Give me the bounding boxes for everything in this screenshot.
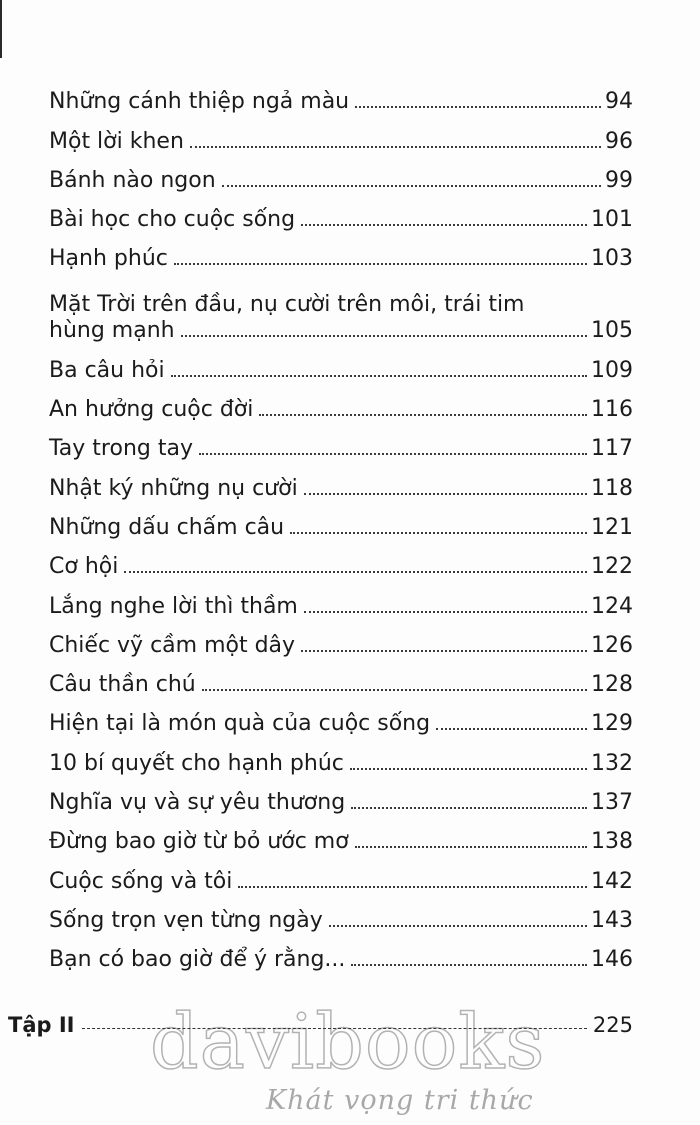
toc-entry-title: Sống trọn vẹn từng ngày <box>49 907 323 933</box>
toc-entry[interactable] <box>49 348 633 387</box>
toc-entry[interactable] <box>49 466 633 505</box>
toc-entry[interactable] <box>49 741 633 780</box>
toc-entry-page: 146 <box>591 947 633 973</box>
toc-entry-title: Hạnh phúc <box>49 246 168 272</box>
toc-entry-title-line-1: Mặt Trời trên đầu, nụ cười trên môi, trái tim <box>49 292 525 318</box>
dot-leader <box>351 807 587 809</box>
toc-entry-title: An hưởng cuộc đời <box>49 397 254 423</box>
toc-entry-title: Những dấu chấm câu <box>49 514 285 540</box>
dot-leader <box>181 335 587 337</box>
toc-entry-page: 117 <box>591 436 633 462</box>
toc-entry[interactable] <box>49 899 633 938</box>
toc-entry-title: Cuộc sống và tôi <box>49 868 233 894</box>
toc-entry[interactable] <box>49 584 633 623</box>
dot-leader <box>355 846 587 848</box>
dot-leader <box>290 532 587 534</box>
toc-entry-page: 101 <box>591 207 633 233</box>
toc-entry-page: 142 <box>591 868 633 894</box>
toc-entry-title: Cơ hội <box>49 554 119 580</box>
toc-entry[interactable] <box>49 702 633 741</box>
dot-leader <box>171 375 587 377</box>
dot-leader <box>355 106 601 108</box>
toc-entry-title: Nghĩa vụ và sự yêu thương <box>49 790 346 816</box>
toc-entry-page: 118 <box>591 475 633 501</box>
toc-entry[interactable] <box>49 276 633 348</box>
toc-entry[interactable] <box>49 427 633 466</box>
dot-leader <box>124 571 587 573</box>
toc-entry-title: Nhật ký những nụ cười <box>49 475 298 501</box>
toc-entry-page: 138 <box>591 829 633 855</box>
toc-entry-title: Chiếc vỹ cầm một dây <box>49 632 296 658</box>
toc-entry[interactable] <box>49 198 633 237</box>
toc-entry[interactable] <box>49 388 633 427</box>
dot-leader <box>190 146 601 148</box>
dot-leader <box>329 925 587 927</box>
toc-entry-title: Câu thần chú <box>49 672 196 698</box>
dot-leader <box>301 650 587 652</box>
dot-leader <box>202 689 587 691</box>
toc-entry-page: 99 <box>605 167 633 193</box>
toc-entry-title-line-2-wrap <box>49 318 633 344</box>
toc-entry-page: 137 <box>591 790 633 816</box>
toc-entry[interactable] <box>49 624 633 663</box>
dot-leader <box>304 611 587 613</box>
toc-entry-page: 122 <box>591 554 633 580</box>
toc-entry-page: 94 <box>605 89 633 115</box>
toc-entry-page: 143 <box>591 907 633 933</box>
toc-entry-title: Đừng bao giờ từ bỏ ước mơ <box>49 829 349 855</box>
toc-entry[interactable] <box>49 859 633 898</box>
toc-entry[interactable] <box>49 663 633 702</box>
toc-entry-page: 121 <box>591 514 633 540</box>
watermark-logo: davibooks <box>150 997 546 1086</box>
toc-entry-page: 126 <box>591 632 633 658</box>
page-edge-line <box>0 0 2 58</box>
dot-leader <box>199 453 587 455</box>
dot-leader <box>350 768 587 770</box>
dash-leader <box>82 1028 586 1029</box>
toc-entry-title <box>49 292 633 344</box>
toc-entry-title: Ba câu hỏi <box>49 357 165 383</box>
toc-entry-title: Những cánh thiệp ngả màu <box>49 89 350 115</box>
toc-entry-page: 129 <box>591 711 633 737</box>
toc-entry[interactable] <box>49 237 633 276</box>
dot-leader <box>351 964 587 966</box>
dot-leader <box>174 263 587 265</box>
toc-entry-page: 103 <box>591 246 633 272</box>
toc-entry-page: 116 <box>591 397 633 423</box>
dot-leader <box>259 414 587 416</box>
toc-entry-title: Tay trong tay <box>49 436 193 462</box>
toc-entry-title: 10 bí quyết cho hạnh phúc <box>49 750 344 776</box>
table-of-contents <box>49 80 633 977</box>
toc-entry-page: 132 <box>591 750 633 776</box>
toc-entry[interactable] <box>49 506 633 545</box>
volume-label: Tập II <box>8 1013 75 1037</box>
toc-entry[interactable] <box>49 938 633 977</box>
toc-entry-page: 128 <box>591 672 633 698</box>
dot-leader <box>222 185 601 187</box>
toc-entry[interactable] <box>49 781 633 820</box>
dot-leader <box>436 728 587 730</box>
toc-entry[interactable] <box>49 119 633 158</box>
toc-entry[interactable] <box>49 820 633 859</box>
dot-leader <box>301 224 587 226</box>
toc-entry-title: Bài học cho cuộc sống <box>49 207 296 233</box>
toc-entry-page: 124 <box>591 593 633 619</box>
toc-entry-title: Bánh nào ngon <box>49 167 216 193</box>
toc-entry[interactable] <box>49 545 633 584</box>
dot-leader <box>304 493 587 495</box>
toc-entry[interactable] <box>49 80 633 119</box>
toc-entry-title: Hiện tại là món quà của cuộc sống <box>49 711 431 737</box>
toc-entry-page: 105 <box>591 318 633 344</box>
volume-page: 225 <box>592 1013 633 1037</box>
toc-entry[interactable] <box>49 159 633 198</box>
dot-leader <box>238 886 587 888</box>
toc-entry-page: 96 <box>605 128 633 154</box>
toc-entry-page: 109 <box>591 357 633 383</box>
volume-entry[interactable] <box>8 1012 633 1038</box>
toc-entry-title-line-2: hùng mạnh <box>49 318 175 344</box>
toc-entry-title: Lắng nghe lời thì thầm <box>49 593 298 619</box>
toc-entry-title: Bạn có bao giờ để ý rằng... <box>49 947 346 973</box>
toc-entry-title: Một lời khen <box>49 128 184 154</box>
watermark-tagline: Khát vọng tri thức <box>266 1085 534 1116</box>
